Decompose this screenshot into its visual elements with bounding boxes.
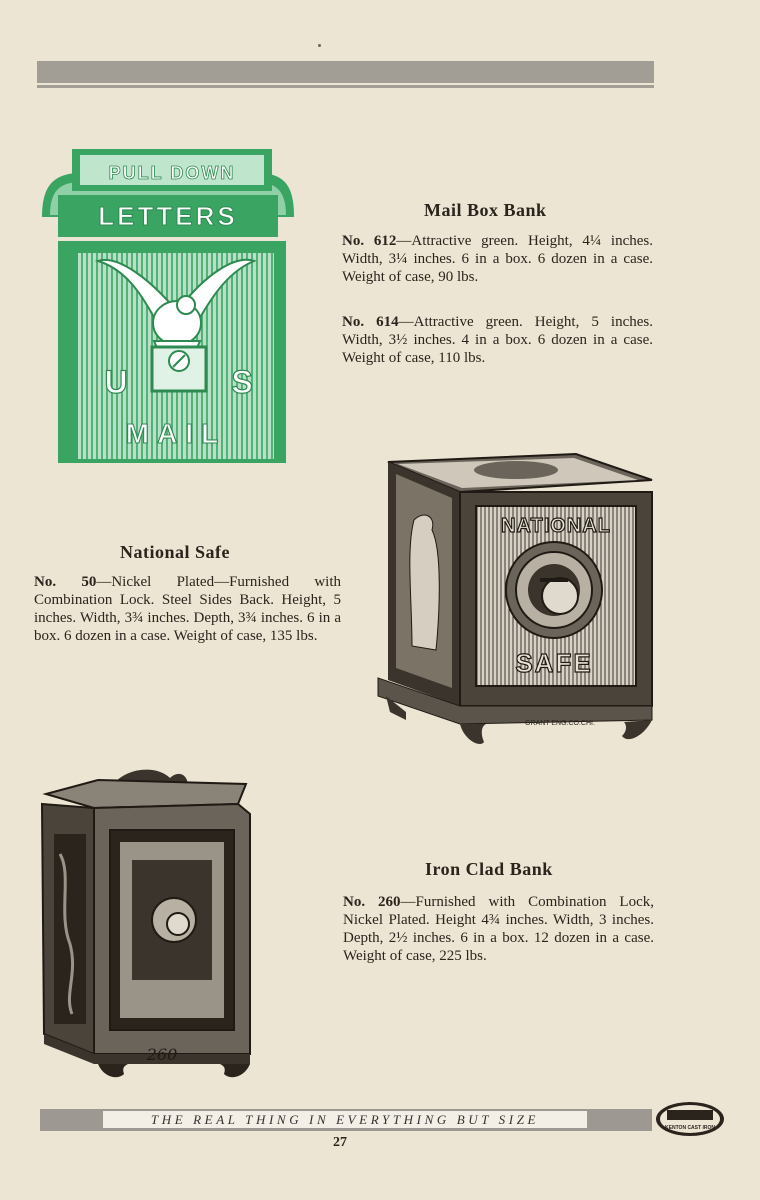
mail-box-bank-illustration: [36, 145, 300, 469]
letters-text: LETTERS: [98, 201, 238, 231]
logo-text: KENTON CAST IRON: [665, 1125, 715, 1131]
item-description: —Nickel Plated—Furnished with Combination Lock. Steel Sides Back. Height, 5 inches. Width, 3¾ inches. Depth, 3¾ inches. 6 in a box. 6 dozen in a case. Weight of case, 135 lbs.: [34, 574, 341, 644]
engraver-credit: GRANT ENG.CO.CHI.: [525, 720, 595, 727]
item-number: No. 614: [342, 314, 399, 330]
mail-box-bank-title: Mail Box Bank: [424, 200, 547, 220]
pull-down-text: PULL DOWN: [108, 163, 236, 183]
mail-text: MAIL: [125, 418, 227, 449]
item-number: No. 260: [343, 894, 401, 910]
tagline-text: THE REAL THING IN EVERYTHING BUT SIZE: [150, 1111, 540, 1127]
combination-dial-icon: [506, 542, 602, 638]
iron-clad-bank-description: [343, 893, 654, 965]
kenton-logo: [655, 1101, 725, 1137]
top-rule: [37, 61, 654, 83]
iron-clad-bank-illustration: [38, 764, 256, 1082]
mail-box-bank-item-612: [342, 232, 653, 286]
national-safe-illustration: [376, 450, 656, 750]
national-safe-title: National Safe: [120, 542, 230, 562]
page-number: 27: [333, 1135, 347, 1150]
iron-clad-bank-title: Iron Clad Bank: [425, 859, 553, 879]
item-description: —Attractive green. Height, 4¼ inches. Width, 3¼ inches. 6 in a box. 6 dozen in a case. Weight of case, 90 lbs.: [342, 233, 653, 285]
handwritten-number: 260: [146, 1045, 178, 1064]
item-description: —Furnished with Combination Lock, Nickel Plated. Height 4¾ inches. Width, 3 inches. Depth, 2½ inches. 6 in a box. 12 dozen in a case. Weight of case, 225 lbs.: [343, 894, 654, 964]
combination-dial-icon: [152, 898, 196, 942]
item-number: No. 50: [34, 574, 97, 590]
tagline-box: [103, 1111, 587, 1128]
item-description: —Attractive green. Height, 5 inches. Width, 3½ inches. 4 in a box. 6 dozen in a case. Weight of case, 110 lbs.: [342, 314, 653, 366]
s-letter: S: [231, 364, 253, 400]
top-rule-thin: [37, 85, 654, 88]
national-safe-description: [34, 573, 341, 645]
item-number: No. 612: [342, 233, 397, 249]
ink-speck: [318, 44, 321, 47]
safe-name-text: NATIONAL: [501, 515, 611, 537]
u-letter: U: [104, 364, 128, 400]
safe-label-text: SAFE: [515, 648, 593, 678]
mail-box-bank-item-614: [342, 313, 653, 367]
